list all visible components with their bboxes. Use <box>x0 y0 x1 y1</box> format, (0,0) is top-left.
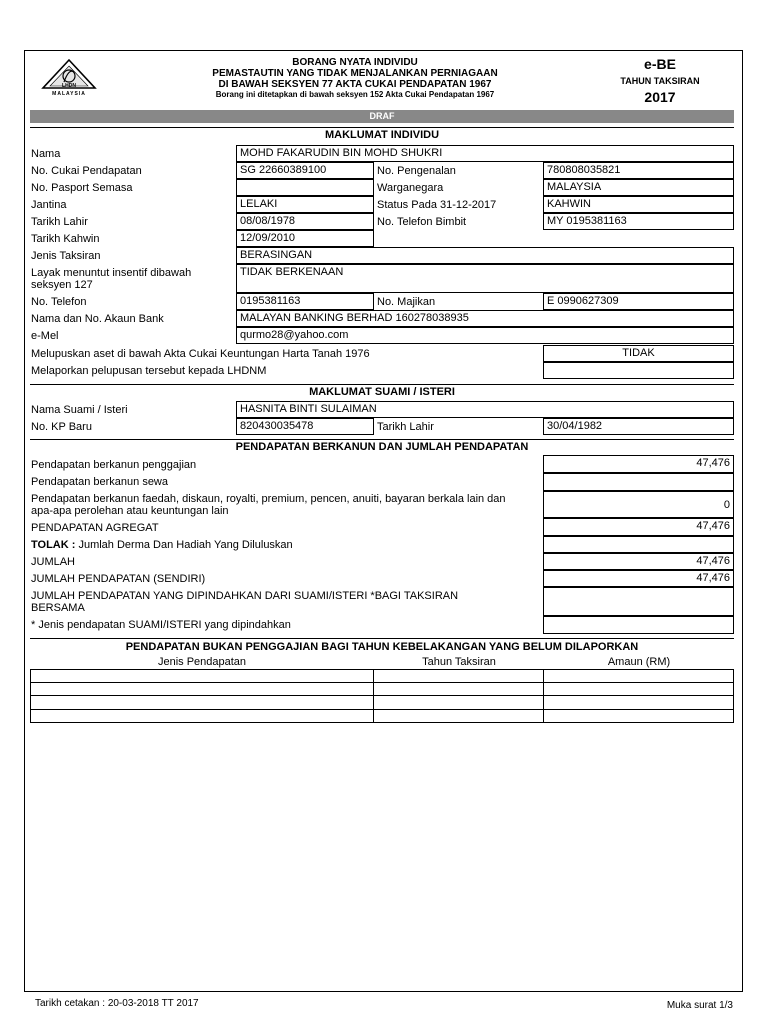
income-value: 47,476 <box>543 553 734 570</box>
suami-kp-label: No. KP Baru <box>31 421 92 433</box>
table-col-divider <box>373 669 374 723</box>
section-heading-bukan-penggajian: PENDAPATAN BUKAN PENGGAJIAN BAGI TAHUN KEBELAKANGAN YANG BELUM DILAPORKAN <box>125 641 639 653</box>
income-value <box>543 587 734 616</box>
pasport-field <box>236 179 374 196</box>
tahun-taksiran-label: TAHUN TAKSIRAN <box>620 76 700 86</box>
emel-field: qurmo28@yahoo.com <box>236 327 734 344</box>
income-label: JUMLAH PENDAPATAN (SENDIRI) <box>31 573 206 585</box>
jantina-field: LELAKI <box>236 196 374 213</box>
income-label <box>31 539 293 552</box>
telefon-label: No. Telefon <box>31 296 87 308</box>
cukai-field: SG 22660389100 <box>236 162 374 179</box>
lahir-label: Tarikh Lahir <box>31 216 88 228</box>
bank-label: Nama dan No. Akaun Bank <box>31 313 164 325</box>
lahir-field: 08/08/1978 <box>236 213 374 230</box>
table-row <box>30 709 734 710</box>
suami-nama-field: HASNITA BINTI SULAIMAN <box>236 401 734 418</box>
tahun-taksiran-value: 2017 <box>644 89 676 105</box>
section-heading-pendapatan: PENDAPATAN BERKANUN DAN JUMLAH PENDAPATAN <box>235 441 529 453</box>
table-row <box>30 695 734 696</box>
insentif-field: TIDAK BERKENAAN <box>236 264 734 293</box>
kahwin-label: Tarikh Kahwin <box>31 233 100 245</box>
lhdn-logo <box>40 58 98 98</box>
cukai-label: No. Cukai Pendapatan <box>31 165 142 177</box>
status-label: Status Pada 31-12-2017 <box>377 199 497 211</box>
majikan-field: E 0990627309 <box>543 293 734 310</box>
tolak-desc: Jumlah Derma Dan Hadiah Yang Diluluskan <box>75 539 293 551</box>
income-label: JUMLAH PENDAPATAN YANG DIPINDAHKAN DARI SUAMI/ISTERI *BAGI TAKSIRAN <box>31 590 459 602</box>
form-title-1: BORANG NYATA INDIVIDU <box>292 57 418 68</box>
bank-field: MALAYAN BANKING BERHAD 160278038935 <box>236 310 734 327</box>
bimbit-label: No. Telefon Bimbit <box>377 216 467 228</box>
income-label-cont: BERSAMA <box>31 602 85 614</box>
warganegara-field: MALAYSIA <box>543 179 734 196</box>
income-value <box>543 473 734 491</box>
kahwin-field: 12/09/2010 <box>236 230 374 247</box>
aset-label: Melupuskan aset di bawah Akta Cukai Keuntungan Harta Tanah 1976 <box>31 348 370 360</box>
income-value: 47,476 <box>543 518 734 536</box>
telefon-field: 0195381163 <box>236 293 374 310</box>
tolak-label: TOLAK : <box>31 539 76 551</box>
bimbit-field: MY 0195381163 <box>543 213 734 230</box>
unreported-income-table <box>30 669 734 723</box>
col-header-tahun: Tahun Taksiran <box>422 656 496 668</box>
insentif-label-1: Layak menuntut insentif dibawah <box>31 267 192 279</box>
form-code: e-BE <box>644 56 676 72</box>
divider <box>30 638 734 639</box>
section-heading-individu: MAKLUMAT INDIVIDU <box>324 129 440 141</box>
nama-label: Nama <box>31 148 61 160</box>
insentif-label-2: seksyen 127 <box>31 279 93 291</box>
emel-label: e-Mel <box>31 330 59 342</box>
table-row <box>30 682 734 683</box>
status-field: KAHWIN <box>543 196 734 213</box>
nama-field: MOHD FAKARUDIN BIN MOHD SHUKRI <box>236 145 734 162</box>
form-title-2: PEMASTAUTIN YANG TIDAK MENJALANKAN PERNIAGAAN <box>212 68 498 79</box>
income-label: Pendapatan berkanun faedah, diskaun, royalti, premium, pencen, anuiti, bayaran berkala lain dan <box>31 493 506 505</box>
pasport-label: No. Pasport Semasa <box>31 182 133 194</box>
suami-kp-field: 820430035478 <box>236 418 374 435</box>
income-label-cont: apa-apa perolehan atau keuntungan lain <box>31 505 229 517</box>
logo-text-malaysia: MALAYSIA <box>52 91 86 97</box>
col-header-jenis: Jenis Pendapatan <box>157 656 247 668</box>
suami-lahir-label: Tarikh Lahir <box>377 421 434 433</box>
lapor-label: Melaporkan pelupusan tersebut kepada LHDNM <box>31 365 267 377</box>
divider <box>30 384 734 385</box>
form-title-3: DI BAWAH SEKSYEN 77 AKTA CUKAI PENDAPATAN 1967 <box>218 79 492 90</box>
form-subtitle: Borang ini ditetapkan di bawah seksyen 152 Akta Cukai Pendapatan 1967 <box>215 90 495 99</box>
jantina-label: Jantina <box>31 199 67 211</box>
pengenalan-label: No. Pengenalan <box>377 165 456 177</box>
income-label: PENDAPATAN AGREGAT <box>31 522 159 534</box>
taksiran-label: Jenis Taksiran <box>31 250 101 262</box>
income-value <box>543 616 734 634</box>
income-label: JUMLAH <box>31 556 76 568</box>
divider <box>30 439 734 440</box>
income-label: Pendapatan berkanun penggajian <box>31 459 197 471</box>
suami-lahir-field: 30/04/1982 <box>543 418 734 435</box>
majikan-label: No. Majikan <box>377 296 436 308</box>
lapor-field <box>543 362 734 379</box>
taksiran-field: BERASINGAN <box>236 247 734 264</box>
col-header-amaun: Amaun (RM) <box>607 656 671 668</box>
income-value: 47,476 <box>543 570 734 587</box>
warganegara-label: Warganegara <box>377 182 444 194</box>
divider <box>30 127 734 128</box>
income-label: * Jenis pendapatan SUAMI/ISTERI yang dipindahkan <box>31 619 291 631</box>
pengenalan-field: 780808035821 <box>543 162 734 179</box>
income-value: 47,476 <box>543 455 734 473</box>
section-heading-suami: MAKLUMAT SUAMI / ISTERI <box>309 386 455 398</box>
table-col-divider <box>543 669 544 723</box>
income-label: Pendapatan berkanun sewa <box>31 476 168 488</box>
suami-nama-label: Nama Suami / Isteri <box>31 404 128 416</box>
logo-text-lhdn: LHDN <box>62 83 76 89</box>
print-date: Tarikh cetakan : 20-03-2018 TT 2017 <box>35 998 199 1009</box>
income-value <box>543 536 734 553</box>
aset-field: TIDAK <box>543 345 734 362</box>
income-value: 0 <box>543 491 734 518</box>
draft-banner: DRAF <box>30 110 734 123</box>
page-number: Muka surat 1/3 <box>666 1000 733 1011</box>
